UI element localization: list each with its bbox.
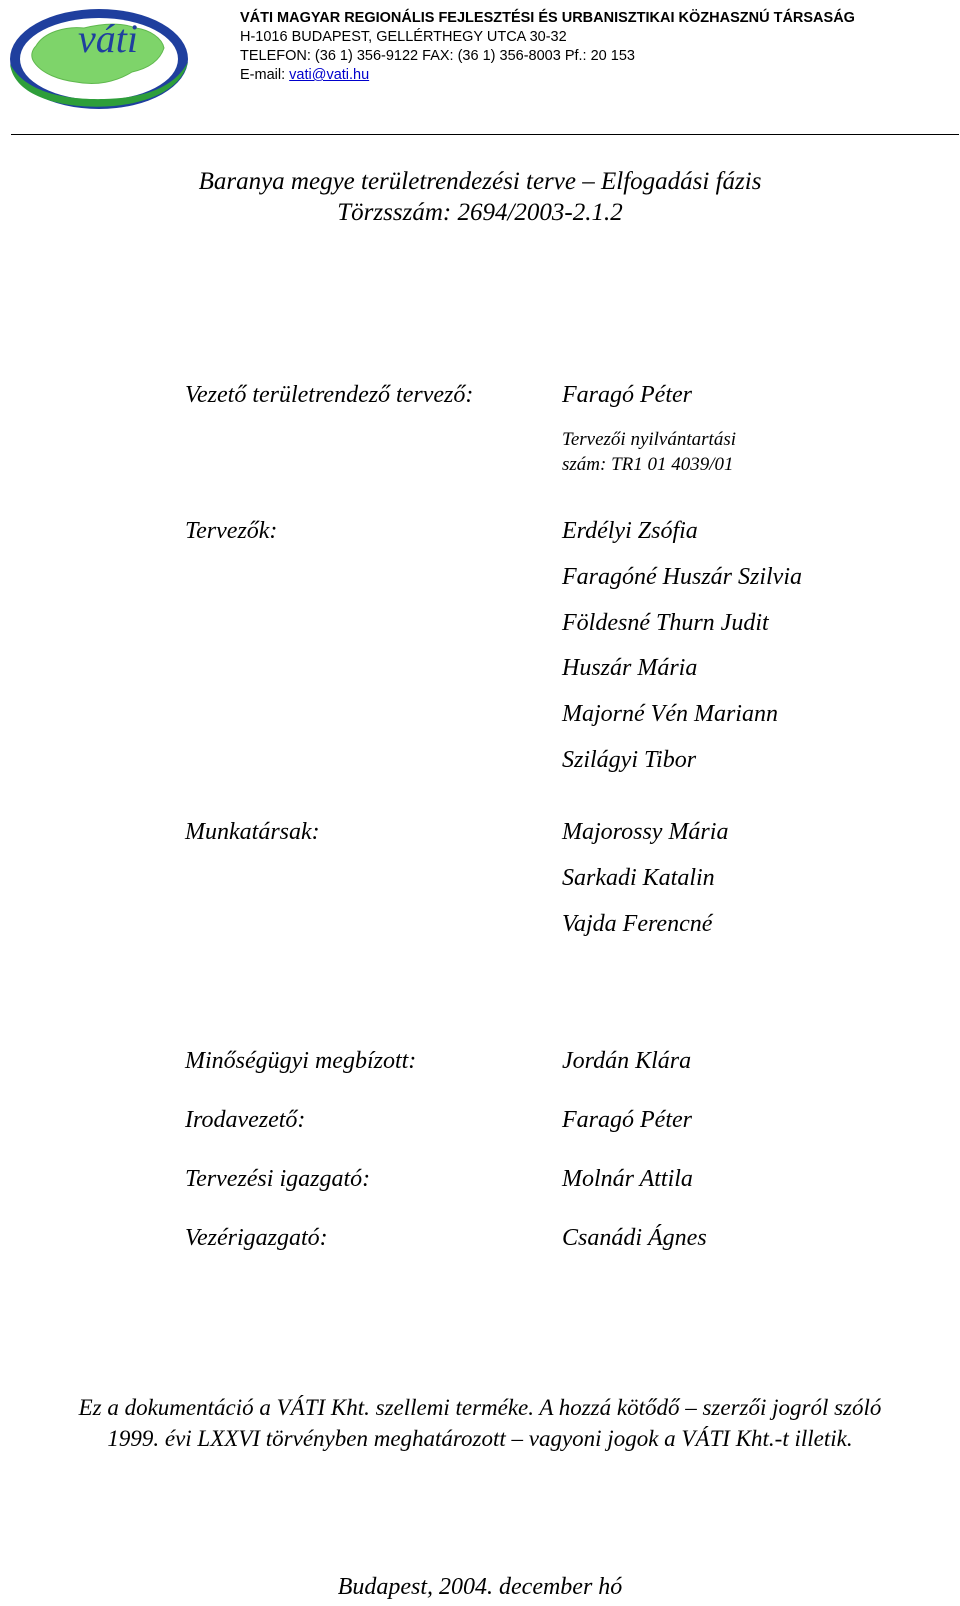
org-address: H-1016 BUDAPEST, GELLÉRTHEGY UTCA 30-32 bbox=[240, 29, 567, 45]
official-role: Minőségügyi megbízott: bbox=[185, 1048, 417, 1074]
planner-name: Huszár Mária bbox=[562, 655, 698, 681]
official-name: Molnár Attila bbox=[562, 1166, 693, 1192]
planner-name: Földesné Thurn Judit bbox=[562, 610, 769, 636]
planner-name: Szilágyi Tibor bbox=[562, 747, 697, 773]
email-label: E-mail: bbox=[240, 67, 290, 83]
org-name: VÁTI MAGYAR REGIONÁLIS FEJLESZTÉSI ÉS URBANISZTIKAI KÖZHASZNÚ TÁRSASÁG bbox=[240, 10, 855, 26]
logo-wordmark: váti bbox=[78, 16, 138, 61]
associate-name: Sarkadi Katalin bbox=[562, 865, 715, 891]
planners-label: Tervezők: bbox=[185, 518, 278, 544]
email-link[interactable]: vati@vati.hu bbox=[289, 67, 370, 83]
letterhead bbox=[240, 9, 855, 85]
associate-name: Majorossy Mária bbox=[562, 819, 729, 845]
official-name: Faragó Péter bbox=[562, 1107, 692, 1133]
org-phone-fax: TELEFON: (36 1) 356-9122 FAX: (36 1) 356-8003 Pf.: 20 153 bbox=[240, 48, 635, 64]
planner-name: Majorné Vén Mariann bbox=[562, 701, 778, 727]
registry-number: Törzsszám: 2694/2003-2.1.2 bbox=[337, 199, 623, 226]
associates-label: Munkatársak: bbox=[185, 819, 320, 845]
lead-planner-label: Vezető területrendező tervező: bbox=[185, 382, 474, 408]
official-role: Vezérigazgató: bbox=[185, 1225, 328, 1251]
associate-name: Vajda Ferencné bbox=[562, 911, 713, 937]
header-divider bbox=[11, 134, 959, 135]
vati-logo bbox=[4, 2, 192, 114]
planner-registration-line2: szám: TR1 01 4039/01 bbox=[562, 454, 734, 475]
org-email-line bbox=[240, 66, 855, 85]
copyright-line: Ez a dokumentáció a VÁTI Kht. szellemi terméke. A hozzá kötődő – szerzői jogról szóló bbox=[78, 1395, 882, 1420]
planner-name: Faragóné Huszár Szilvia bbox=[562, 564, 802, 590]
official-role: Irodavezető: bbox=[185, 1107, 306, 1133]
official-name: Csanádi Ágnes bbox=[562, 1225, 707, 1251]
document-title: Baranya megye területrendezési terve – Elfogadási fázis bbox=[198, 168, 762, 195]
planner-name: Erdélyi Zsófia bbox=[562, 518, 698, 544]
official-role: Tervezési igazgató: bbox=[185, 1166, 371, 1192]
planner-registration-line1: Tervezői nyilvántartási bbox=[562, 429, 736, 450]
lead-planner-name: Faragó Péter bbox=[562, 382, 692, 408]
copyright-notice bbox=[0, 1392, 960, 1454]
official-name: Jordán Klára bbox=[562, 1048, 692, 1074]
place-and-date: Budapest, 2004. december hó bbox=[337, 1574, 623, 1600]
copyright-line: 1999. évi LXXVI törvényben meghatározott – vagyoni jogok a VÁTI Kht.-t illetik. bbox=[107, 1426, 853, 1451]
